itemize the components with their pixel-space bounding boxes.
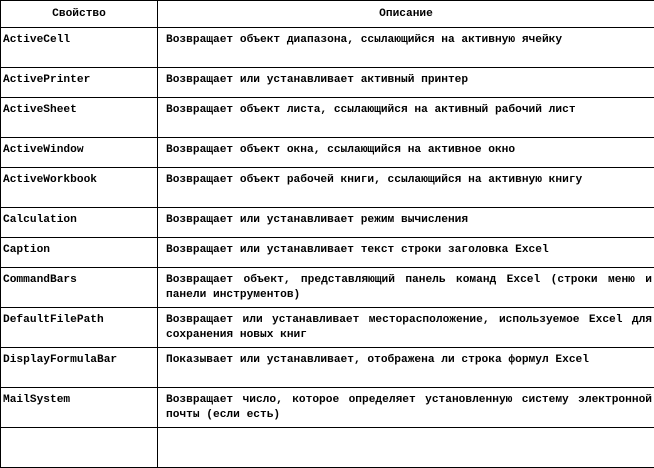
property-name: ActiveWindow — [1, 138, 158, 168]
property-name: DisplayFormulaBar — [1, 348, 158, 388]
property-description: Возвращает или устанавливает месторасположение, используемое Excel для сохранения новых книг — [158, 308, 654, 348]
table-row — [1, 308, 654, 348]
property-name: ActiveCell — [1, 28, 158, 68]
property-description: Возвращает объект листа, ссылающийся на активный рабочий лист — [158, 98, 654, 138]
property-name: ActivePrinter — [1, 68, 158, 98]
property-name: ActiveWorkbook — [1, 168, 158, 208]
table-row — [1, 268, 654, 308]
property-description: Возвращает или устанавливает активный принтер — [158, 68, 654, 98]
property-description: Возвращает или устанавливает текст строки заголовка Excel — [158, 238, 654, 268]
property-description: Показывает или устанавливает, отображена ли строка формул Excel — [158, 348, 654, 388]
table-row — [1, 238, 654, 268]
property-name: MailSystem — [1, 388, 158, 428]
property-description: Возвращает объект диапазона, ссылающийся на активную ячейку — [158, 28, 654, 68]
property-description — [158, 428, 654, 468]
header-property: Свойство — [1, 1, 158, 28]
property-description: Возвращает объект рабочей книги, ссылающийся на активную книгу — [158, 168, 654, 208]
property-name: Caption — [1, 238, 158, 268]
header-row — [1, 1, 654, 28]
table-row — [1, 348, 654, 388]
property-name — [1, 428, 158, 468]
table-row — [1, 28, 654, 68]
property-name: Calculation — [1, 208, 158, 238]
table-row — [1, 98, 654, 138]
property-description: Возвращает объект, представляющий панель команд Excel (строки меню и панели инструментов) — [158, 268, 654, 308]
table-row — [1, 168, 654, 208]
property-description: Возвращает объект окна, ссылающийся на активное окно — [158, 138, 654, 168]
table-row — [1, 388, 654, 428]
table-row — [1, 428, 654, 468]
table-row — [1, 138, 654, 168]
property-description: Возвращает число, которое определяет установленную систему электронной почты (если есть) — [158, 388, 654, 428]
property-name: ActiveSheet — [1, 98, 158, 138]
property-description: Возвращает или устанавливает режим вычисления — [158, 208, 654, 238]
header-description: Описание — [158, 1, 654, 28]
property-name: DefaultFilePath — [1, 308, 158, 348]
table-row — [1, 208, 654, 238]
property-name: CommandBars — [1, 268, 158, 308]
table-row — [1, 68, 654, 98]
